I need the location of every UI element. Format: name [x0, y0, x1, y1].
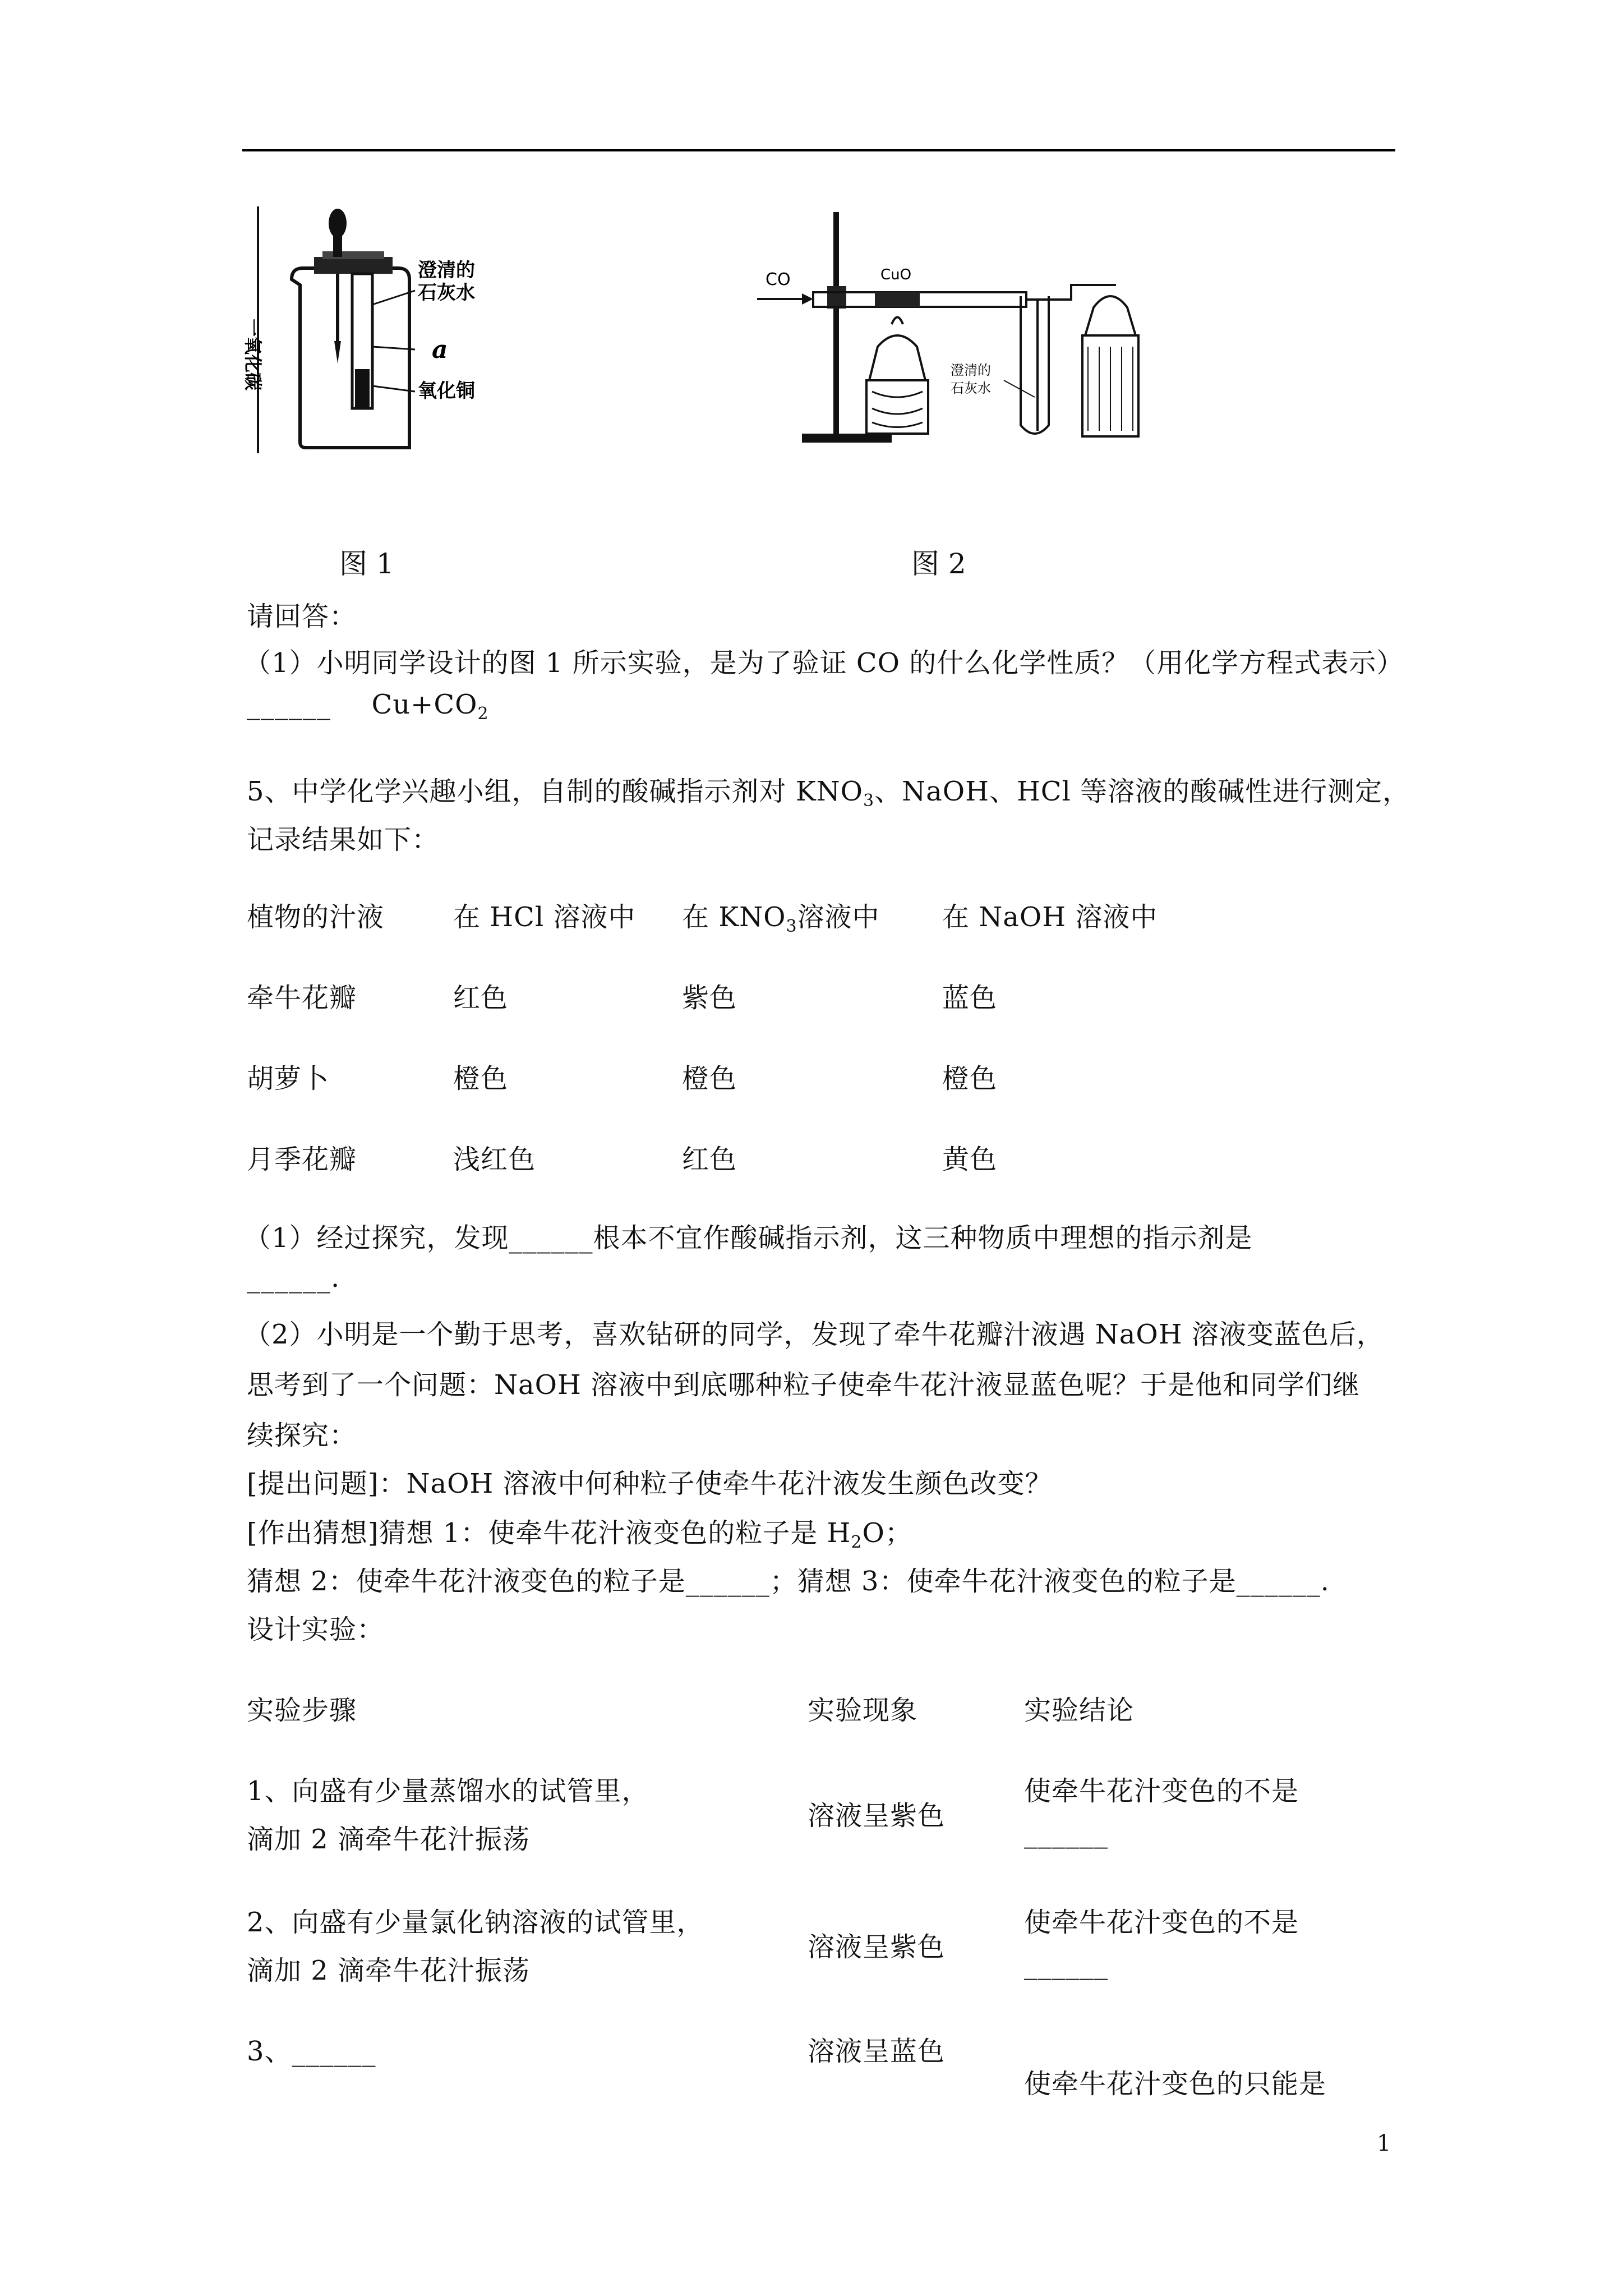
exp-row-1-step-line2: 滴加 2 滴牵牛花汁振荡	[247, 1824, 531, 1855]
exp-row-2-step-line1: 2、向盛有少量氯化钠溶液的试管里，	[247, 1907, 704, 1938]
figure-1-caption: 图 1	[339, 547, 394, 580]
svg-text:石灰水: 石灰水	[418, 282, 475, 304]
exp-row-2-step-line2: 滴加 2 滴牵牛花汁振荡	[247, 1955, 531, 1986]
table-row-3-kno3: 红色	[682, 1144, 737, 1175]
stand-rod	[833, 212, 839, 436]
table-row-1-plant: 牵牛花瓣	[247, 982, 357, 1014]
guess23-line: 猜想 2：使牵牛花汁液变色的粒子是______；猜想 3：使牵牛花汁液变色的粒子是______.	[247, 1566, 1330, 1597]
q5-part2-line2: 思考到了一个问题：NaOH 溶液中到底哪种粒子使牵牛花汁液显蓝色呢？于是他和同学们继	[247, 1369, 1361, 1401]
q4-part1-answer: ______ $Cu+CO_2$	[247, 689, 489, 724]
prompt-line: 请回答：	[247, 601, 357, 632]
exp-row-3-step-line1: 3、______	[247, 2036, 376, 2067]
table-row-2-naoh: 橙色	[942, 1063, 998, 1094]
bottle-outline	[292, 268, 409, 448]
svg-text:石灰水: 石灰水	[951, 380, 991, 396]
copper-oxide-fill	[355, 369, 370, 408]
page-number: 1	[1377, 2131, 1391, 2156]
table-row-3-naoh: 黄色	[942, 1144, 998, 1175]
exp-row-2-observation: 溶液呈紫色	[808, 1931, 946, 1963]
exp-row-1-observation: 溶液呈紫色	[808, 1800, 946, 1832]
q5-part1-line2: ______.	[247, 1262, 340, 1294]
design-line: 设计实验：	[247, 1614, 385, 1645]
exp-header-steps: 实验步骤	[247, 1695, 357, 1726]
table-row-2-plant: 胡萝卜	[247, 1063, 330, 1094]
table-row-3-plant: 月季花瓣	[247, 1144, 357, 1175]
table-row-1-kno3: 紫色	[682, 982, 737, 1014]
exp-row-1-conclusion-blank: ______	[1024, 1818, 1108, 1849]
exp-row-1-conclusion-line1: 使牵牛花汁变色的不是	[1024, 1775, 1299, 1807]
q4-part1: （1）小明同学设计的图 1 所示实验，是为了验证 CO 的什么化学性质？（用化学方程式表示）	[244, 647, 1404, 679]
table-header-hcl: 在 HCl 溶液中	[453, 901, 636, 933]
svg-text:CO: CO	[766, 270, 791, 289]
exp-row-1-step-line1: 1、向盛有少量蒸馏水的试管里，	[247, 1775, 649, 1807]
exp-row-3-observation: 溶液呈蓝色	[808, 2036, 946, 2067]
exp-header-conclusion: 实验结论	[1024, 1695, 1135, 1726]
svg-text:a: a	[432, 335, 448, 364]
figure-1-diagram	[242, 206, 594, 453]
svg-text:澄清的: 澄清的	[951, 362, 991, 378]
figure-2-diagram	[757, 212, 1155, 448]
table-row-2-kno3: 橙色	[682, 1063, 737, 1094]
test-tube	[1021, 296, 1049, 434]
q5-intro-line2: 记录结果如下：	[247, 824, 440, 855]
bottle-stopper	[314, 257, 393, 274]
table-row-3-hcl: 浅红色	[453, 1144, 536, 1175]
exp-row-2-conclusion-line1: 使牵牛花汁变色的不是	[1024, 1907, 1299, 1938]
svg-text:一氧化碳: 一氧化碳	[242, 319, 264, 391]
table-row-1-naoh: 蓝色	[942, 982, 998, 1014]
table-header-kno3: 在 $KNO_3$溶液中	[682, 901, 880, 936]
q5-part2-line3: 续探究：	[247, 1420, 357, 1451]
exp-row-3-conclusion-line1: 使牵牛花汁变色的只能是	[1024, 2068, 1327, 2100]
equation-product: Cu+CO	[371, 689, 478, 720]
cuo-sample	[875, 292, 920, 307]
q5-part2-line1: （2）小明是一个勤于思考，喜欢钻研的同学，发现了牵牛花瓣汁液遇 NaOH 溶液变蓝色后，	[244, 1319, 1384, 1350]
guess1-line: [作出猜想]猜想 1：使牵牛花汁液变色的粒子是 $H_2O$；	[247, 1517, 912, 1552]
exp-header-observation: 实验现象	[808, 1695, 918, 1726]
stand-base	[802, 434, 892, 443]
table-row-2-hcl: 橙色	[453, 1063, 509, 1094]
header-rule	[242, 149, 1395, 151]
table-header-naoh: 在 NaOH 溶液中	[942, 901, 1158, 933]
svg-text:澄清的: 澄清的	[418, 259, 475, 282]
svg-text:氧化铜: 氧化铜	[418, 380, 475, 402]
co-vertical-label	[242, 319, 264, 390]
burner-1	[869, 335, 925, 380]
q5-part1-line1: （1）经过探究，发现______根本不宜作酸碱指示剂，这三种物质中理想的指示剂是	[244, 1222, 1253, 1254]
svg-text:CuO: CuO	[880, 266, 912, 283]
figure-2-caption: 图 2	[911, 547, 966, 580]
dropper-bulb	[329, 209, 347, 238]
exp-row-2-conclusion-blank: ______	[1024, 1949, 1108, 1980]
q5-intro-line1: 5、中学化学兴趣小组，自制的酸碱指示剂对 $KNO_3$、NaOH、HCl 等溶液的酸碱性进行测定，	[247, 776, 1410, 811]
question-line: [提出问题]：NaOH 溶液中何种粒子使牵牛花汁液发生颜色改变？	[247, 1468, 1053, 1499]
burner-2	[1085, 296, 1136, 335]
answer-blank: ______	[247, 689, 331, 720]
table-row-1-hcl: 红色	[453, 982, 509, 1014]
table-header-plant: 植物的汁液	[247, 901, 385, 933]
